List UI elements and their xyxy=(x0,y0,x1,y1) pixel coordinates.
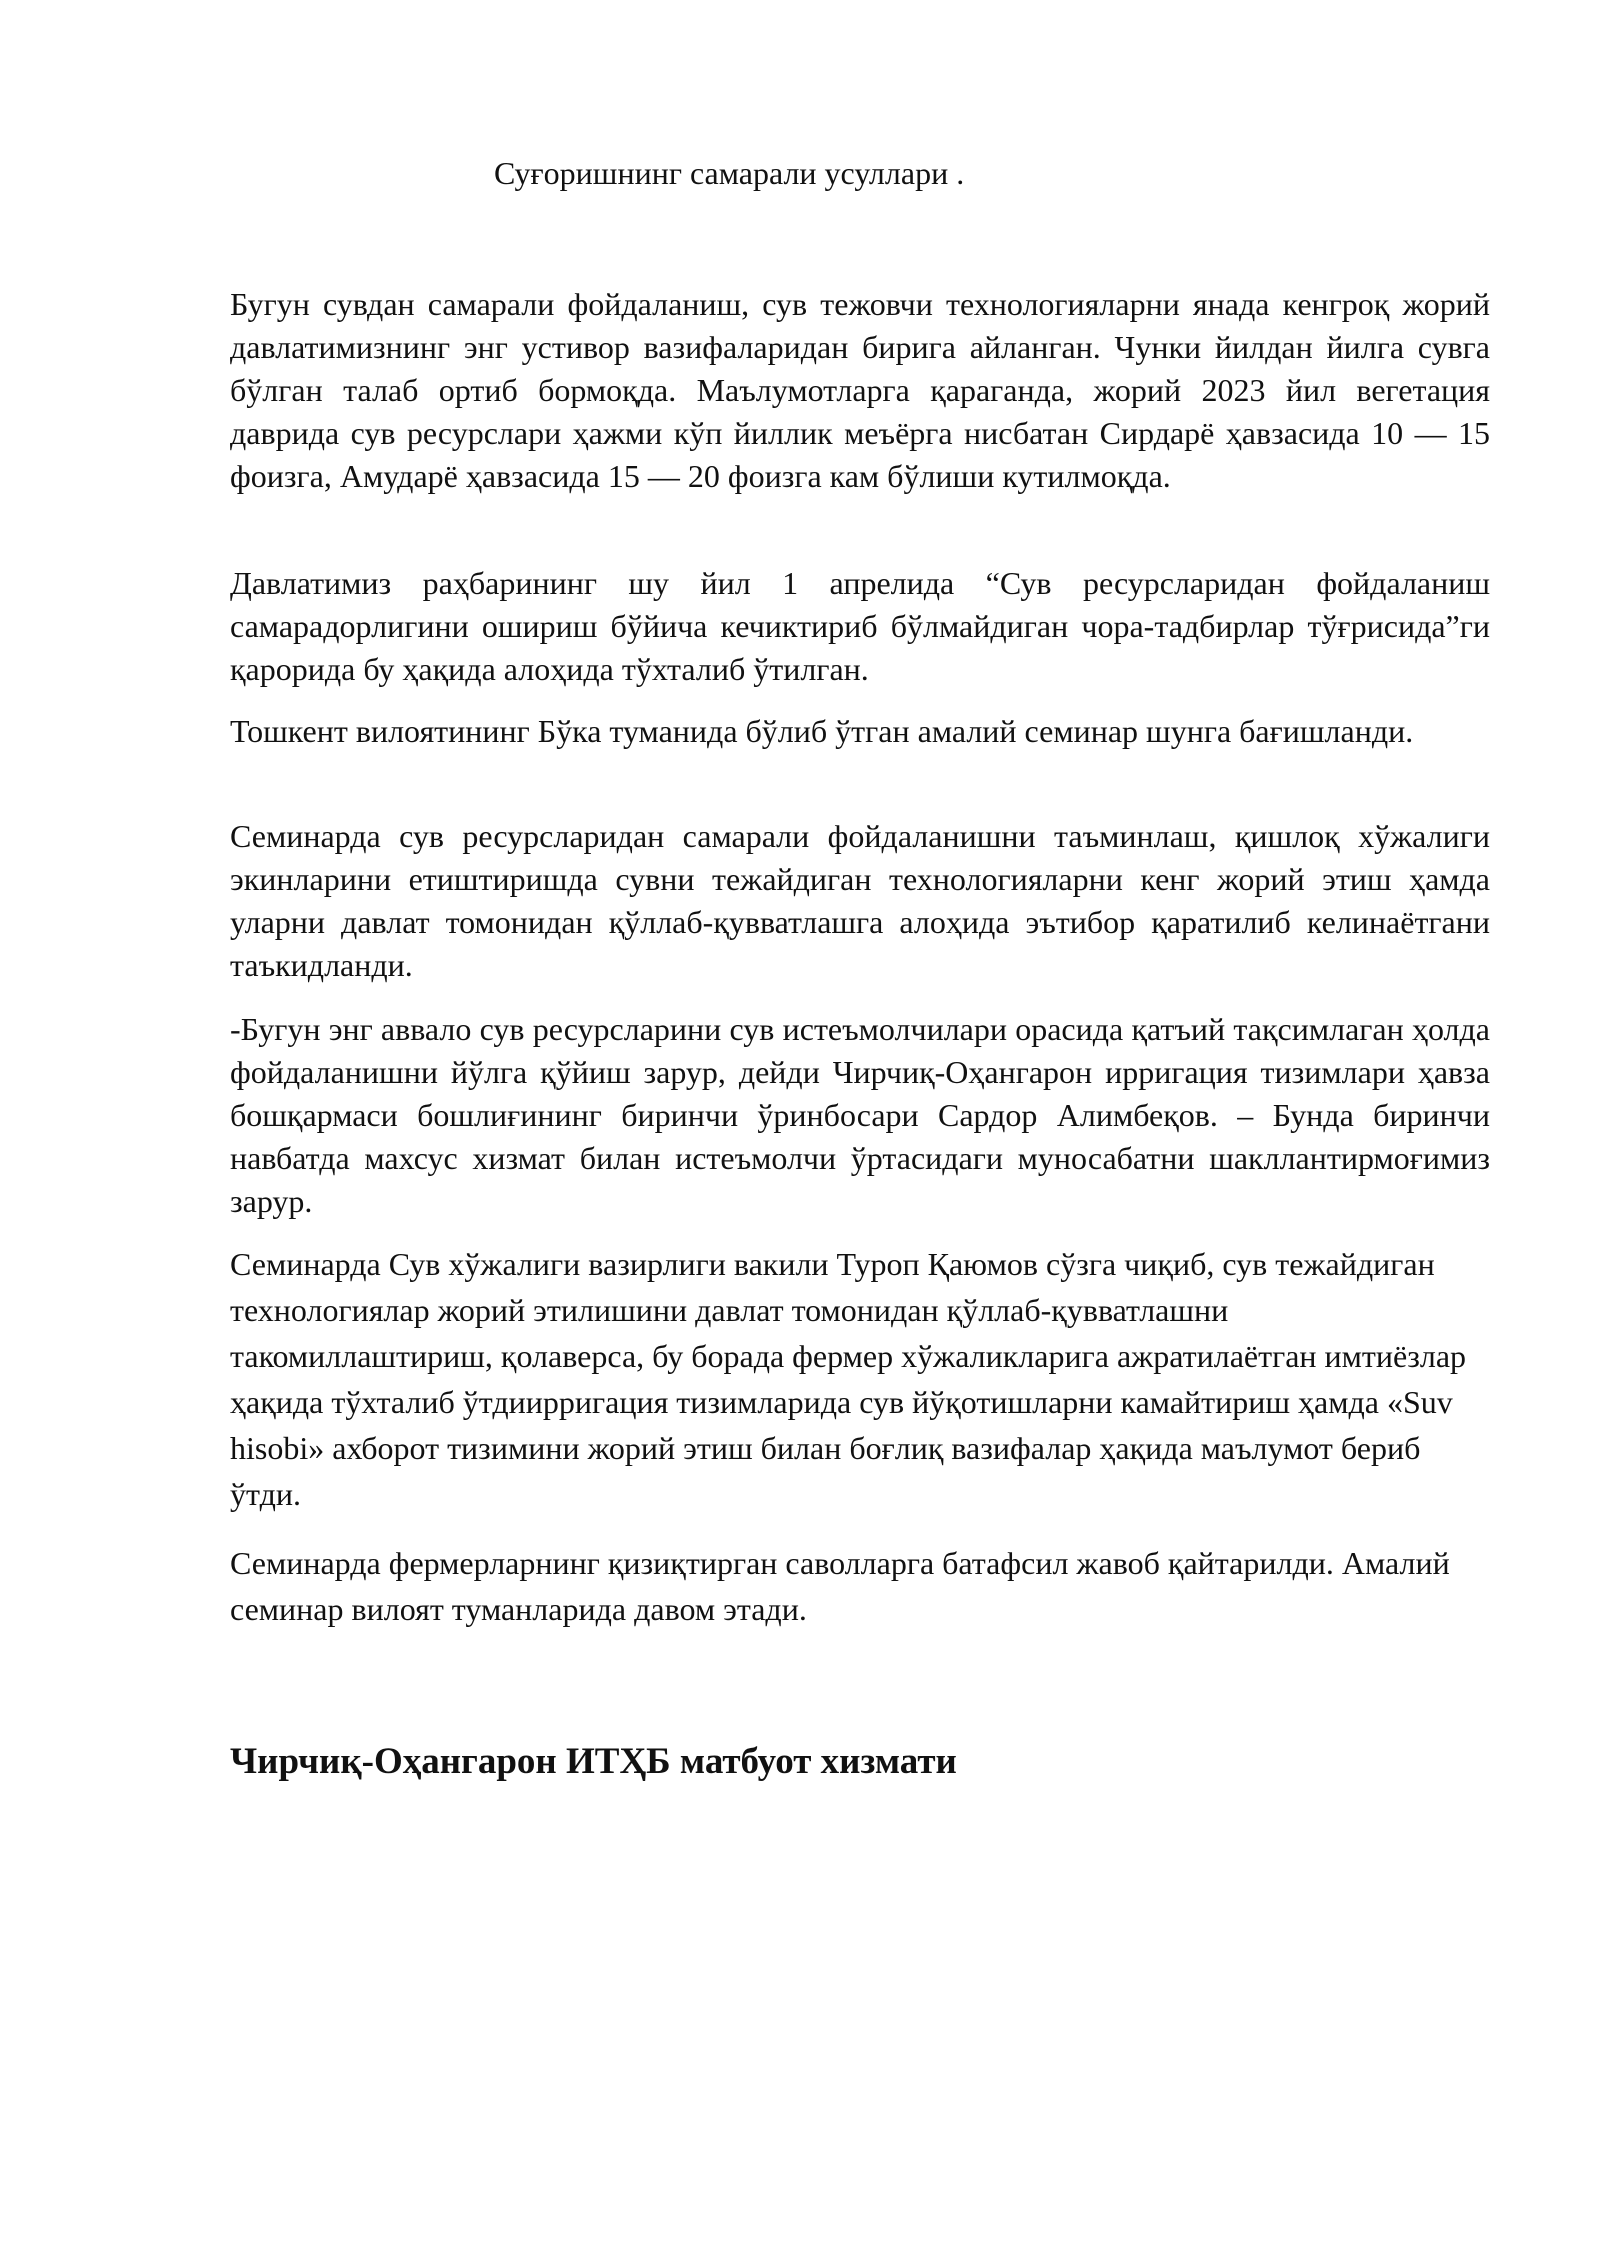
paragraph-resolution: Давлатимиз раҳбарининг шу йил 1 апрелида “Сув ресурсларидан фойдаланиш самарадорлигини ошириш бўйича кечиктириб бўлмайдиган чора-тадбирлар тўғрисида”ги қарорида бу ҳақида алоҳида тўхталиб ўтилган. xyxy=(230,565,1490,687)
paragraph-closing: Семинарда фермерларнинг қизиқтирган саволларга батафсил жавоб қайтарилди. Амалий семинар вилоят туманларида давом этади. xyxy=(230,1545,1450,1627)
paragraph-seminar-focus: Семинарда сув ресурсларидан самарали фойдаланишни таъминлаш, қишлоқ хўжалиги экинларини етиштиришда сувни тежайдиган технологияларни кенг жорий этиш ҳамда уларни давлат томонидан қўллаб-қувватлашга алоҳида эътибор қаратилиб келинаётгани таъкидланди. xyxy=(230,818,1490,983)
paragraph-intro: Бугун сувдан самарали фойдаланиш, сув тежовчи технологияларни янада кенгроқ жорий давлатимизнинг энг устивор вазифаларидан бирига айланган. Чунки йилдан йилга сувга бўлган талаб ортиб бормоқда. Маълумотларга қараганда, жорий 2023 йил вегетация даврида сув ресурслари ҳажми кўп йиллик меъёрга нисбатан Сирдарё ҳавзасида 10 — 15 фоизга, Амударё ҳавзасида 15 — 20 фоизга кам бўлиши кутилмоқда. xyxy=(230,286,1490,494)
press-service-signature: Чирчиқ-Оҳангарон ИТҲБ матбуот хизмати xyxy=(230,1741,957,1782)
paragraph-quote: -Бугун энг аввало сув ресурсларини сув истеъмолчилари орасида қатъий тақсимлаган ҳолда фойдаланишни йўлга қўйиш зарур, дейди Чирчиқ-Оҳангарон ирригация тизимлари ҳавза бошқармаси бошлиғининг биринчи ўринбосари Сардор Алимбеқов. – Бунда биринчи навбатда махсус хизмат билан истеъмолчи ўртасидаги муносабатни шакллантирмоғимиз зарур. xyxy=(230,1011,1490,1219)
paragraph-ministry-speech: Семинарда Сув хўжалиги вазирлиги вакили Туроп Қаюмов сўзга чиқиб, сув тежайдиган технологиялар жорий этилишини давлат томонидан қўллаб-қувватлашни такомиллаштириш, қолаверса, бу борада фермер хўжаликларига ажратилаётган имтиёзлар ҳақида тўхталиб ўтдиирригация тизимларида сув йўқотишларни камайтириш ҳамда «Suv hisobi» ахборот тизимини жорий этиш билан боғлиқ вазифалар ҳақида маълумот бериб ўтди. xyxy=(230,1246,1467,1512)
document-title: Суғоришнинг самарали усуллари . xyxy=(494,155,965,191)
paragraph-seminar-location: Тошкент вилоятининг Бўка туманида бўлиб ўтган амалий семинар шунга бағишланди. xyxy=(230,713,1414,749)
